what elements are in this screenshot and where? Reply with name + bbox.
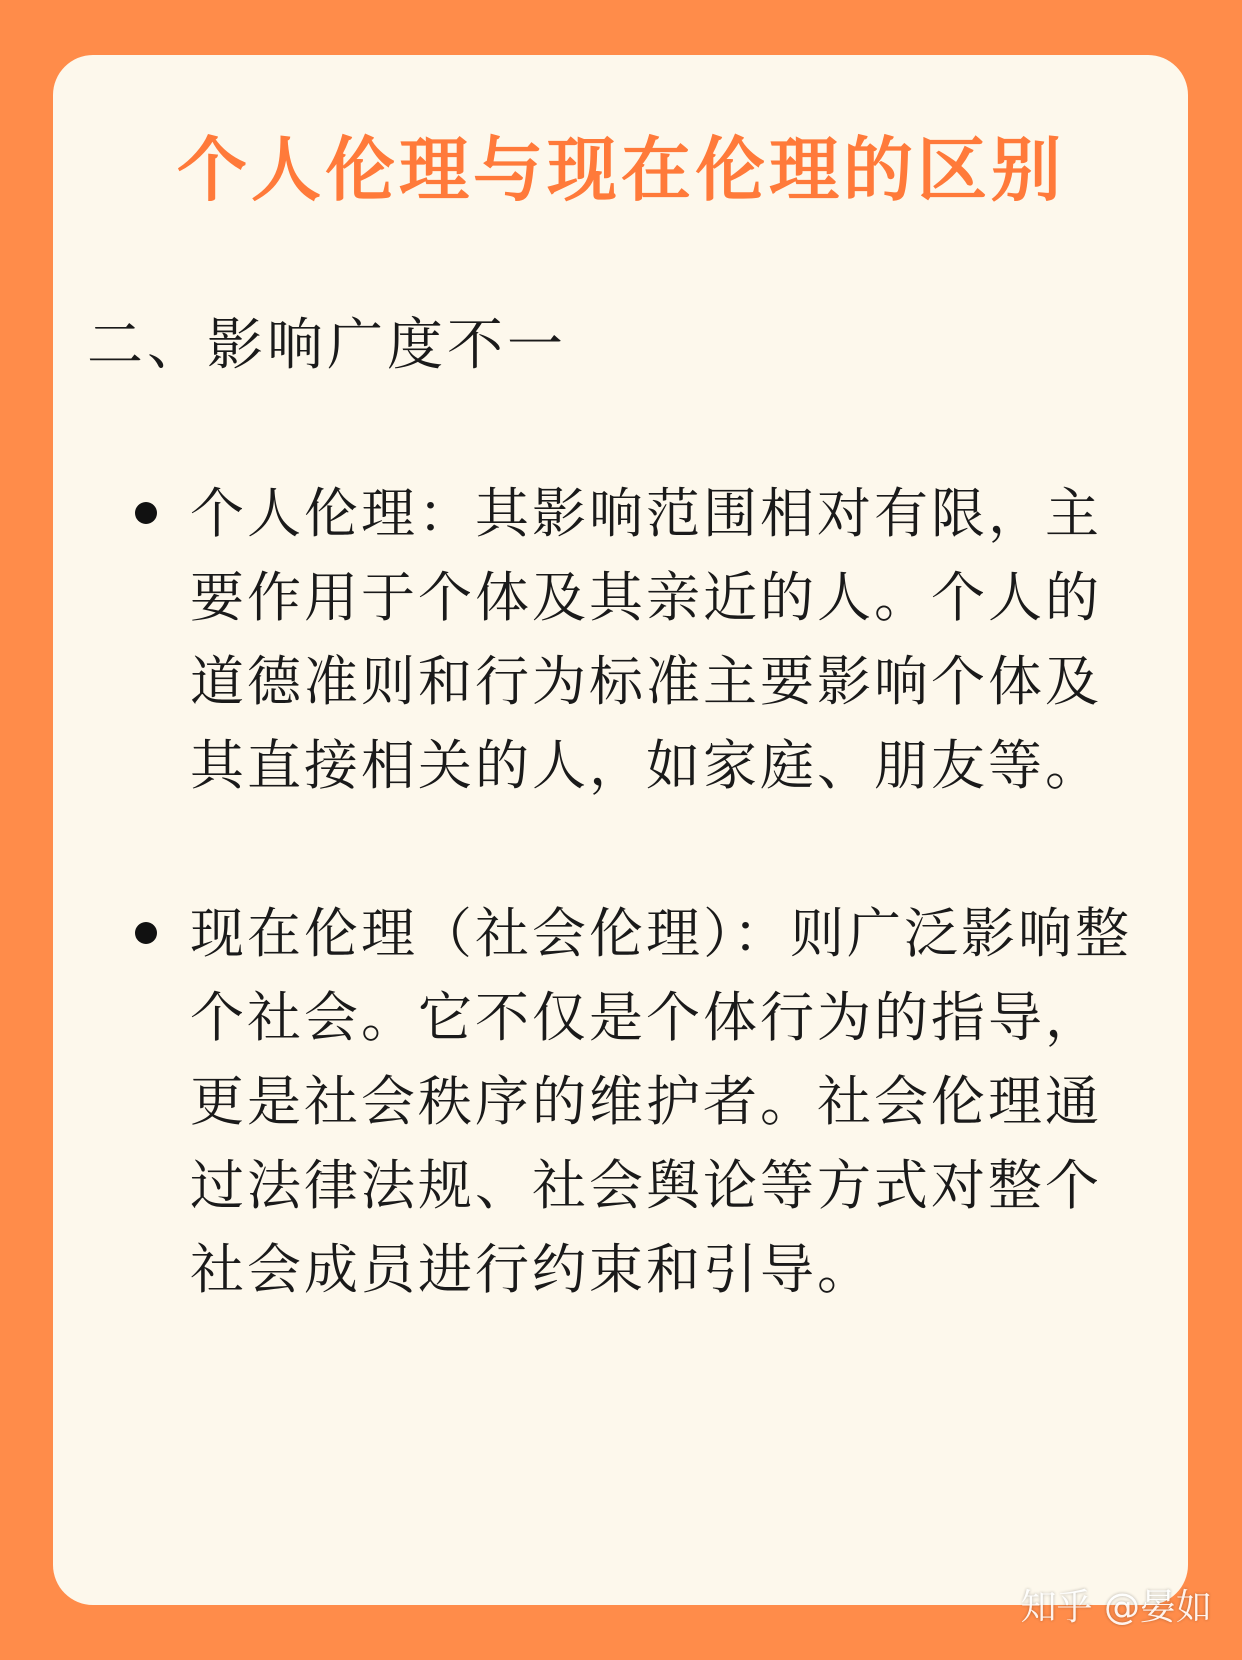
bullet-text: 现在伦理（社会伦理）：则广泛影响整个社会。它不仅是个体行为的指导，更是社会秩序的维护者。社会伦理通过法律法规、社会舆论等方式对整个社会成员进行约束和引导。 [190, 902, 1132, 1301]
page-title: 个人伦理与现在伦理的区别 [177, 129, 1065, 211]
bullet-text: 个人伦理：其影响范围相对有限，主要作用于个体及其亲近的人。个人的道德准则和行为标准主要影响个体及其直接相关的人，如家庭、朋友等。 [190, 482, 1102, 797]
content-card [53, 55, 1188, 1605]
bullet-item-social-ethics [190, 892, 1140, 1312]
section-heading: 二、影响广度不一 [87, 313, 567, 378]
watermark: 知乎 @晏如 [1020, 1587, 1212, 1628]
bullet-dot-icon [135, 922, 157, 944]
bullet-dot-icon [135, 502, 157, 524]
bullet-item-personal-ethics [190, 472, 1140, 808]
